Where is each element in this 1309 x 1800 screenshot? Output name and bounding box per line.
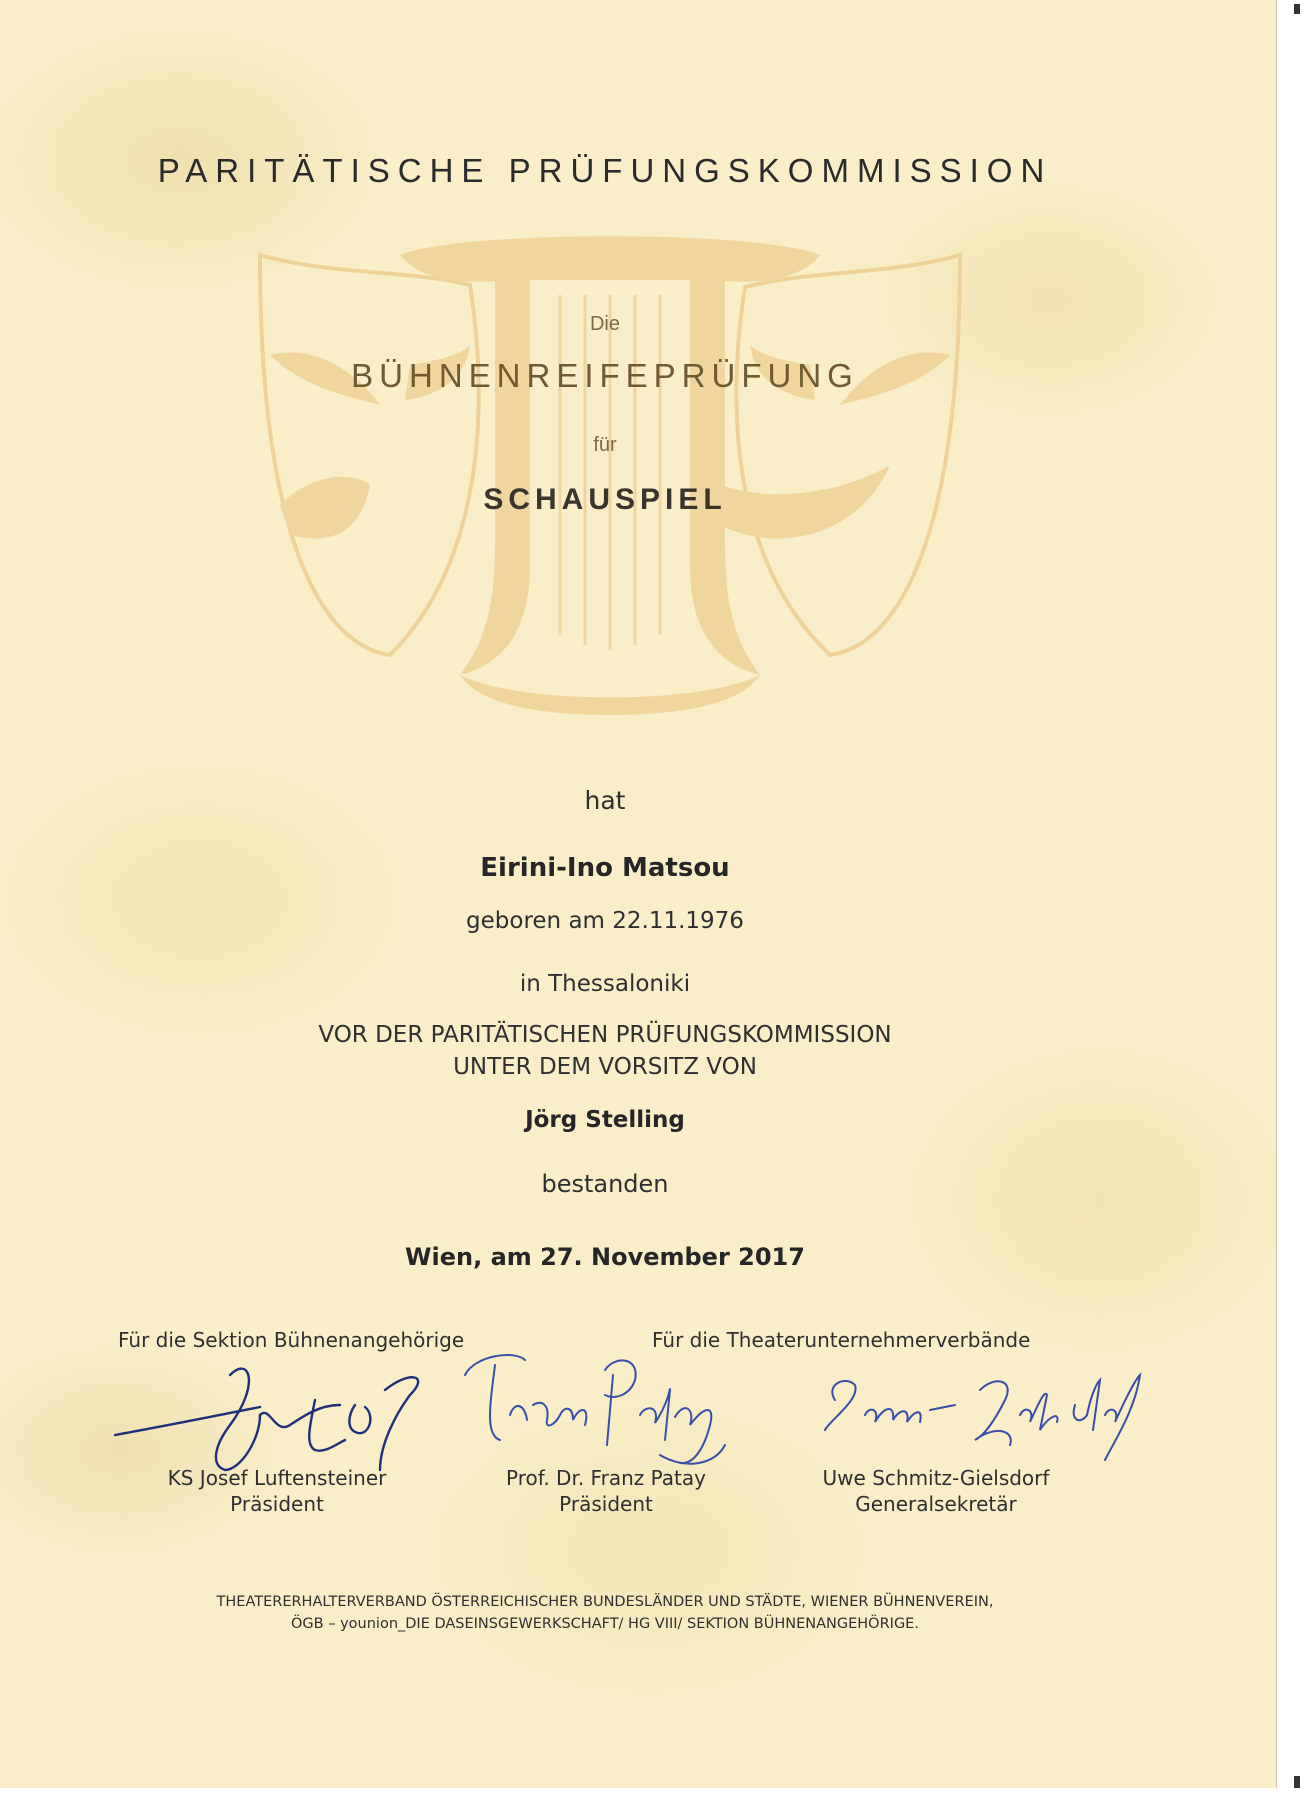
footer-line-2: ÖGB – younion_DIE DASEINSGEWERKSCHAFT/ HG VIII/ SEKTION BÜHNENANGEHÖRIGE. bbox=[291, 1616, 919, 1632]
signatory-3 bbox=[766, 1465, 1106, 1517]
signatory-1-name: KS Josef Luftensteiner bbox=[167, 1466, 387, 1490]
scan-margin-bottom bbox=[0, 1788, 1309, 1800]
title-preposition: für bbox=[593, 434, 617, 456]
chair-statement: UNTER DEM VORSITZ VON bbox=[453, 1054, 757, 1080]
candidate-name: Eirini-Ino Matsou bbox=[480, 853, 730, 883]
signatory-3-role: Generalsekretär bbox=[855, 1492, 1017, 1516]
paper-edge bbox=[1276, 0, 1277, 1800]
signatory-3-name: Uwe Schmitz-Gielsdorf bbox=[822, 1466, 1050, 1490]
left-section-label: Für die Sektion Bühnenangehörige bbox=[118, 1328, 465, 1352]
scan-margin bbox=[1276, 0, 1309, 1800]
signatory-1 bbox=[107, 1465, 447, 1517]
signature-luftensteiner bbox=[110, 1345, 440, 1475]
signatory-2-name: Prof. Dr. Franz Patay bbox=[506, 1466, 706, 1490]
theatre-masks-emblem bbox=[240, 235, 980, 715]
scan-mark bbox=[1294, 4, 1300, 14]
scan-mark bbox=[1294, 1776, 1300, 1788]
chair-name: Jörg Stelling bbox=[525, 1107, 685, 1133]
birth-date: geboren am 22.11.1976 bbox=[466, 908, 744, 934]
discipline-title: SCHAUSPIEL bbox=[483, 483, 727, 516]
signatory-1-role: Präsident bbox=[230, 1492, 324, 1516]
signature-schmitz-gielsdorf bbox=[815, 1360, 1155, 1470]
commission-statement: VOR DER PARITÄTISCHEN PRÜFUNGSKOMMISSION bbox=[318, 1022, 892, 1048]
right-section-label: Für die Theaterunternehmerverbände bbox=[652, 1328, 1031, 1352]
footer-line-1: THEATERERHALTERVERBAND ÖSTERREICHISCHER BUNDESLÄNDER UND STÄDTE, WIENER BÜHNENVEREIN, bbox=[216, 1594, 994, 1610]
text-hat: hat bbox=[584, 786, 626, 815]
place-and-date: Wien, am 27. November 2017 bbox=[405, 1243, 805, 1271]
signatory-2 bbox=[436, 1465, 776, 1517]
title-article: Die bbox=[589, 313, 620, 335]
result-text: bestanden bbox=[541, 1170, 669, 1198]
signatory-2-role: Präsident bbox=[559, 1492, 653, 1516]
signature-patay bbox=[455, 1345, 755, 1475]
certificate-title: BÜHNENREIFEPRÜFUNG bbox=[351, 357, 859, 394]
commission-heading: PARITÄTISCHE PRÜFUNGSKOMMISSION bbox=[157, 152, 1053, 189]
birth-place: in Thessaloniki bbox=[519, 971, 691, 997]
